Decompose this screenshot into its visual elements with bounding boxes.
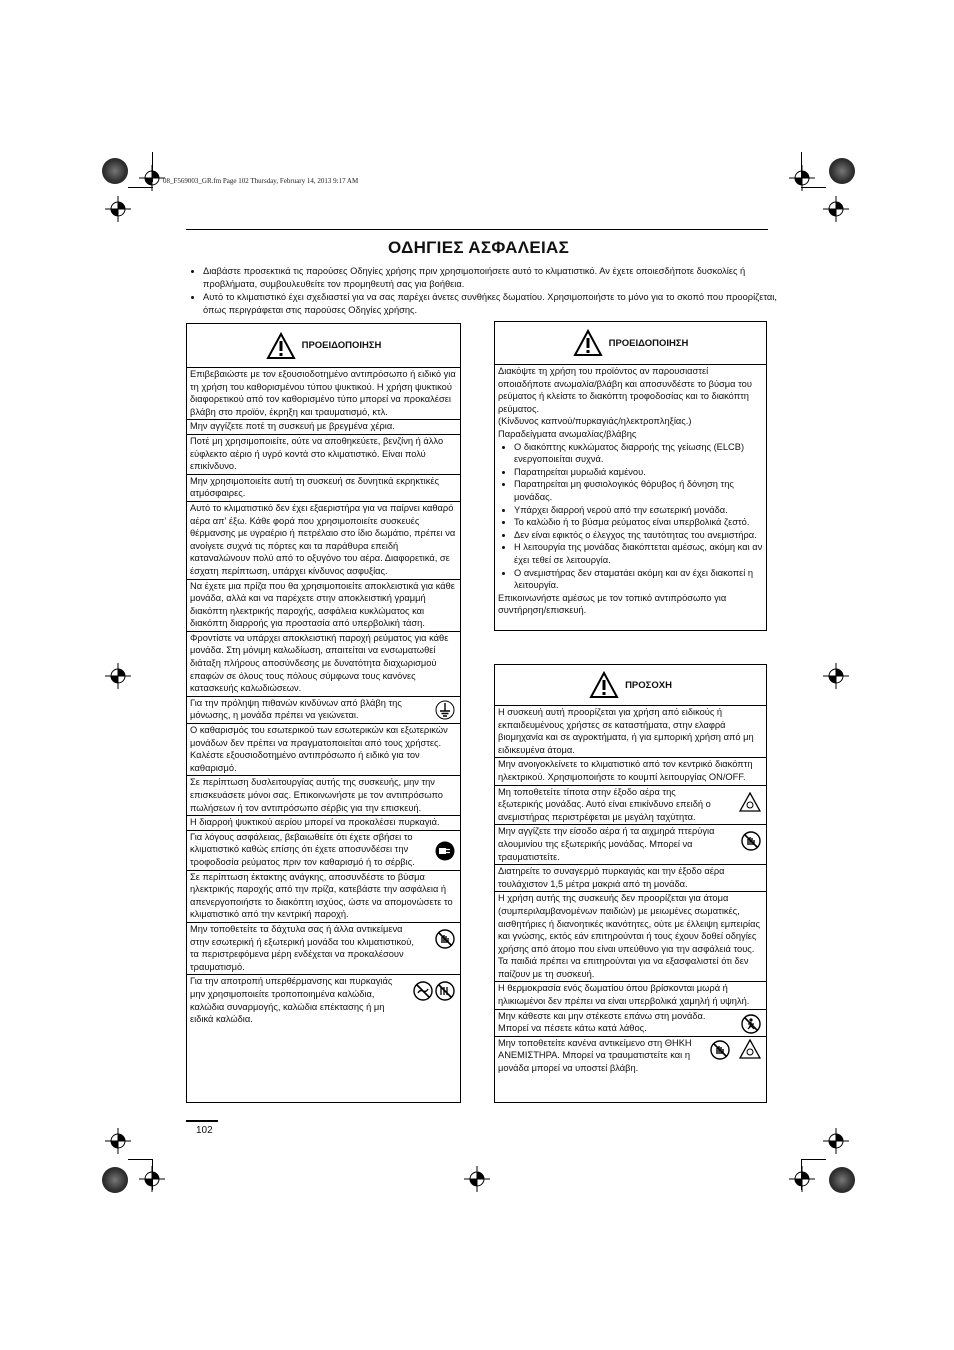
registration-disc-bottom-left	[102, 1167, 128, 1193]
list-item: • Υπάρχει διαρροή νερού από την εσωτερική μονάδα.	[514, 504, 763, 517]
crosshair-mark	[464, 1166, 490, 1192]
intro-list	[186, 265, 787, 317]
warning-row-cables	[187, 975, 460, 1026]
crosshair-mark	[823, 196, 849, 222]
list-item: • Η λειτουργία της μονάδας διακόπτεται αμέσως, ακόμη και αν έχει τεθεί σε λειτουργία.	[514, 541, 763, 566]
earth-ground-icon	[435, 700, 455, 720]
warning-row: Η διαρροή ψυκτικού αερίου μπορεί να προκαλέσει πυρκαγιά.	[187, 816, 460, 831]
crosshair-mark	[105, 1128, 131, 1154]
warning-triangle-icon	[589, 671, 619, 699]
caution-row-text: Μη τοποθετείτε τίποτα στην έξοδο αέρα της εξωτερικής μονάδας. Αυτό είναι επικίνδυνο επειδή ο ανεμιστήρας περιστρέφεται με μεγάλη ταχύτητα.	[498, 786, 711, 822]
list-item: • Το καλώδιο ή το βύσμα ρεύματος είναι υπερβολικά ζεστό.	[514, 516, 763, 529]
warning-row-grounding	[187, 697, 460, 724]
caution-row: Η χρήση αυτής της συσκευής δεν προορίζεται για άτομα (συμπεριλαμβανομένων παιδιών) με μειωμένες σωματικές, αισθητήριες ή διανοητικές ικανότητες, ούτε με έλλειψη εμπειρίας και γνώσης, εκτός εάν επιτηρούνται ή τους έχουν δοθεί οδηγίες χρήσης από άτομο που είναι υπεύθυνο για την ασφάλειά τους. Τα παιδιά πρέπει να επιτηρούνται για να εξασφαλιστεί ότι δεν παίζουν με τη συσκευή.	[495, 892, 766, 982]
crosshair-mark	[105, 196, 131, 222]
malfunction-list	[498, 441, 763, 592]
page-title: ΟΔΗΓΙΕΣ ΑΣΦΑΛΕΙΑΣ	[388, 238, 570, 257]
warning-label: ΠΡΟΕΙΔΟΠΟΙΗΣΗ	[301, 340, 382, 351]
warning-row: Φροντίστε να υπάρχει αποκλειστική παροχή ρεύματος για κάθε μονάδα. Στη μόνιμη καλωδίωση, απαιτείται να ενσωματωθεί διάταξη πλήρους αποσύνδεσης με δυνατότητα διαχωρισμού επαφών σε όλους τους πόλους σύμφωνα τους κανόνες κατασκευής καλωδιώσεων.	[187, 632, 460, 697]
no-touch-icon	[741, 831, 761, 851]
malfunction-closing: Επικοινωνήστε αμέσως με τον τοπικό αντιπρόσωπο για συντήρηση/επισκευή.	[498, 592, 727, 616]
warning-row-disconnect	[187, 831, 460, 871]
warning-row: Να έχετε μια πρίζα που θα χρησιμοποιείτε αποκλειστικά για κάθε μονάδα, αλλά και να παρέχετε στην αποκλειστική γραμμή διακόπτη ηλεκτρικής παροχής, ασφάλεια κυκλώματος και διακόπτη διαρροής για προστασία από υπερβολική τάση.	[187, 580, 460, 632]
caution-row-text: Μην τοποθετείτε κανένα αντικείμενο στη ΘΗΚΗ ΑΝΕΜΙΣΤΗΡΑ. Μπορεί να τραυματιστείτε και η μονάδα μπορεί να υποστεί βλάβη.	[498, 1037, 692, 1074]
crop-line	[801, 1159, 826, 1160]
warning-row: Ο καθαρισμός του εσωτερικού των εσωτερικών και εξωτερικών μονάδων δεν πρέπει να πραγματοποιείται από τους χρήστες. Καλέστε εξουσιοδοτημένο αντιπρόσωπο ή ειδικό για τον καθαρισμό.	[187, 724, 460, 776]
caution-label: ΠΡΟΣΟΧΗ	[625, 679, 672, 691]
caution-row-no-sitting	[495, 1010, 766, 1037]
malfunction-risk: (Κίνδυνος καπνού/πυρκαγιάς/ηλεκτροπληξίας.)	[498, 416, 692, 427]
list-item: • Παρατηρείται μη φυσιολογικός θόρυβος ή δόνηση της μονάδας.	[514, 478, 763, 503]
warning-row-text: Για την αποτροπή υπερθέρμανσης και πυρκαγιάς μην χρησιμοποιείτε τροποποιημένα καλώδια, καλώδια συναρμογής, καλώδια επέκτασης ή μη ειδικά καλώδια.	[190, 976, 393, 1025]
no-fingers-icon	[710, 1040, 730, 1060]
no-extension-cord-icon	[413, 981, 433, 1001]
warning-row: Σε περίπτωση έκτακτης ανάγκης, αποσυνδέστε το βύσμα ηλεκτρικής παροχής από την πρίζα, κατεβάστε την ασφάλεια ή απενεργοποιήστε το διακόπτη ισχύος, ώστε να απομονώσετε το κλιματιστικό από την κεντρική παροχή.	[187, 871, 460, 923]
registration-disc-top-right	[829, 158, 855, 184]
warning-row-text: Για την πρόληψη πιθανών κινδύνων από βλάβη της μόνωσης, η μονάδα πρέπει να γειώνεται.	[190, 697, 402, 721]
crosshair-mark	[823, 1128, 849, 1154]
caution-row: Διατηρείτε το συναγερμό πυρκαγιάς και την έξοδο αέρα τουλάχιστον 1,5 μέτρα μακριά από τη μονάδα.	[495, 865, 766, 892]
file-header: 08_F569003_GR.fm Page 102 Thursday, February 14, 2013 9:17 AM	[163, 177, 359, 185]
caution-row-text: Μην αγγίζετε την είσοδο αέρα ή τα αιχμηρά πτερύγια αλουμινίου της εξωτερικής μονάδας. Μπορεί να τραυματιστείτε.	[498, 826, 715, 862]
registration-disc-top-left	[102, 158, 128, 184]
unplug-icon	[435, 841, 455, 861]
list-item: • Δεν είναι εφικτός ο έλεγχος της ταυτότητας του ανεμιστήρα.	[514, 529, 763, 542]
top-rule	[186, 229, 768, 230]
caution-row-text: Μην κάθεστε και μην στέκεστε επάνω στη μονάδα. Μπορεί να πέσετε κάτω κατά λάθος.	[498, 1010, 706, 1034]
caution-row-fan-guard	[495, 1037, 766, 1076]
warning-triangle-icon	[573, 329, 603, 357]
caution-triangle-icon	[739, 1039, 761, 1059]
malfunction-examples-heading: Παραδείγματα ανωμαλίας/βλάβης	[498, 428, 637, 439]
list-item: • Ο ανεμιστήρας δεν σταματάει ακόμη και αν έχει διακοπεί η λειτουργία.	[514, 567, 763, 592]
caution-box	[494, 664, 767, 1103]
warning-row: Μην αγγίζετε ποτέ τη συσκευή με βρεγμένα χέρια.	[187, 420, 460, 435]
no-climbing-icon	[741, 1014, 761, 1034]
warning-row-text: Για λόγους ασφάλειας, βεβαιωθείτε ότι έχετε σβήσει το κλιματιστικό καθώς επίσης ότι έχετε αποσυνδέσει την τροφοδοσία ρεύματος πριν τον καθαρισμό ή το σέρβις.	[190, 831, 415, 867]
registration-disc-bottom-right	[829, 1167, 855, 1193]
crop-line	[128, 1159, 153, 1160]
crosshair-mark	[789, 1166, 815, 1192]
warning-row: Σε περίπτωση δυσλειτουργίας αυτής της συσκευής, μην την επισκευάσετε μόνοι σας. Επικοινωνήστε με τον αντιπρόσωπο πωλήσεων ή τον αντιπρόσωπο σέρβις για την επισκευή.	[187, 776, 460, 816]
warning-row: Επιβεβαιώστε με τον εξουσιοδοτημένο αντιπρόσωπο ή ειδικό για τη χρήση του καθορισμένου τύπου ψυκτικού. Η χρήση ψυκτικού διαφορετικού από τον καθορισμένο τύπο μπορεί να προκαλέσει βλάβη στο προϊόν, έκρηξη και τραυματισμό, κτλ.	[187, 368, 460, 420]
caution-row: Μην ανοιγοκλείνετε το κλιματιστικό από τον κεντρικό διακόπτη ηλεκτρικού. Χρησιμοποιήστε το κουμπί λειτουργίας ON/OFF.	[495, 758, 766, 785]
warning-box-header	[187, 324, 460, 368]
crop-line	[801, 152, 802, 182]
footer-rule	[186, 1120, 218, 1122]
caution-row-air-outlet	[495, 786, 766, 826]
list-item: • Ο διακόπτης κυκλώματος διαρροής της γείωσης (ELCB) ενεργοποιείται συχνά.	[514, 441, 763, 466]
crop-line	[801, 1160, 802, 1190]
warning-box-header	[495, 322, 766, 365]
caution-row: Η θερμοκρασία ενός δωματίου όπου βρίσκονται μωρά ή ηλικιωμένοι δεν πρέπει να είναι υπερβολικά χαμηλή ή υψηλή.	[495, 982, 766, 1009]
warning-box-right	[494, 321, 767, 631]
warning-row-fingers	[187, 923, 460, 975]
list-item: • Παρατηρείται μυρωδιά καμένου.	[514, 466, 763, 479]
malfunction-lead: Διακόψτε τη χρήση του προϊόντος αν παρουσιαστεί οποιαδήποτε ανωμαλία/βλάβη και αποσυνδέστε το βύσμα του ρεύματος ή κλείστε το διακόπτη τροφοδοσίας και το διακόπτη ρεύματος.	[498, 366, 752, 414]
warning-label: ΠΡΟΕΙΔΟΠΟΙΗΣΗ	[608, 337, 689, 349]
warning-row-text: Μην τοποθετείτε τα δάχτυλα σας ή άλλα αντικείμενα στην εσωτερική ή εξωτερική μονάδα του κλιματιστικού, τα περιστρεφόμενα μέρη ενδέχεται να προκαλέσουν τραυματισμό.	[190, 923, 414, 972]
warning-row: Μην χρησιμοποιείτε αυτή τη συσκευή σε δυνητικά εκρηκτικές ατμόσφαιρες.	[187, 475, 460, 502]
caution-triangle-icon	[739, 792, 761, 812]
crop-line	[801, 187, 826, 188]
intro-item: • Διαβάστε προσεκτικά τις παρούσες Οδηγίες χρήσης πριν χρησιμοποιήσετε αυτό το κλιματιστικό. Αν έχετε οποιεσδήποτε δυσκολίες ή προβλήματα, συμβουλευθείτε τον προμηθευτή σας για βοήθεια.	[203, 265, 787, 291]
malfunction-section	[495, 365, 766, 618]
page-number: 102	[196, 1125, 213, 1136]
caution-row-air-inlet	[495, 825, 766, 865]
crop-line	[128, 187, 153, 188]
caution-row: Η συσκευή αυτή προορίζεται για χρήση από ειδικούς ή εκπαιδευμένους χρήστες σε καταστήματα, στην ελαφρά βιομηχανία και σε αγροκτήματα, ή για εμπορική χρήση από μη ειδικευμένα άτομα.	[495, 706, 766, 758]
caution-box-header	[495, 665, 766, 706]
crosshair-mark	[823, 663, 849, 689]
warning-row: Αυτό το κλιματιστικό δεν έχει εξαεριστήρα για να παίρνει καθαρό αέρα απ' έξω. Κάθε φορά που χρησιμοποιείτε συσκευές θέρμανσης με υγραέριο ή πετρέλαιο στο ίδιο δωμάτιο, πρέπει να ανοίγετε συχνά τις πόρτες και τα παράθυρα επειδή καταναλώνουν πολύ από το οξυγόνο του αέρα. Διαφορετικά, σε έσχατη περίπτωση, υπάρχει κίνδυνος ασφυξίας.	[187, 502, 460, 580]
warning-triangle-icon	[266, 332, 296, 360]
crosshair-mark	[105, 663, 131, 689]
warning-row: Ποτέ μη χρησιμοποιείτε, ούτε να αποθηκεύετε, βενζίνη ή άλλο εύφλεκτο αέριο ή υγρό κοντά στο κλιματιστικό. Είναι πολύ επικίνδυνο.	[187, 435, 460, 475]
intro-item: • Αυτό το κλιματιστικό έχει σχεδιαστεί για να σας παρέχει άνετες συνθήκες δωματίου. Χρησιμοποιήστε το μόνο για το σκοπό που προορίζεται, όπως περιγράφεται στις παρούσες Οδηγίες χρήσης.	[203, 291, 787, 317]
no-modified-cable-icon	[435, 981, 455, 1001]
warning-box-left	[186, 323, 461, 1103]
crop-line	[152, 1160, 153, 1190]
crop-line	[152, 152, 153, 182]
no-fingers-icon	[435, 929, 455, 949]
